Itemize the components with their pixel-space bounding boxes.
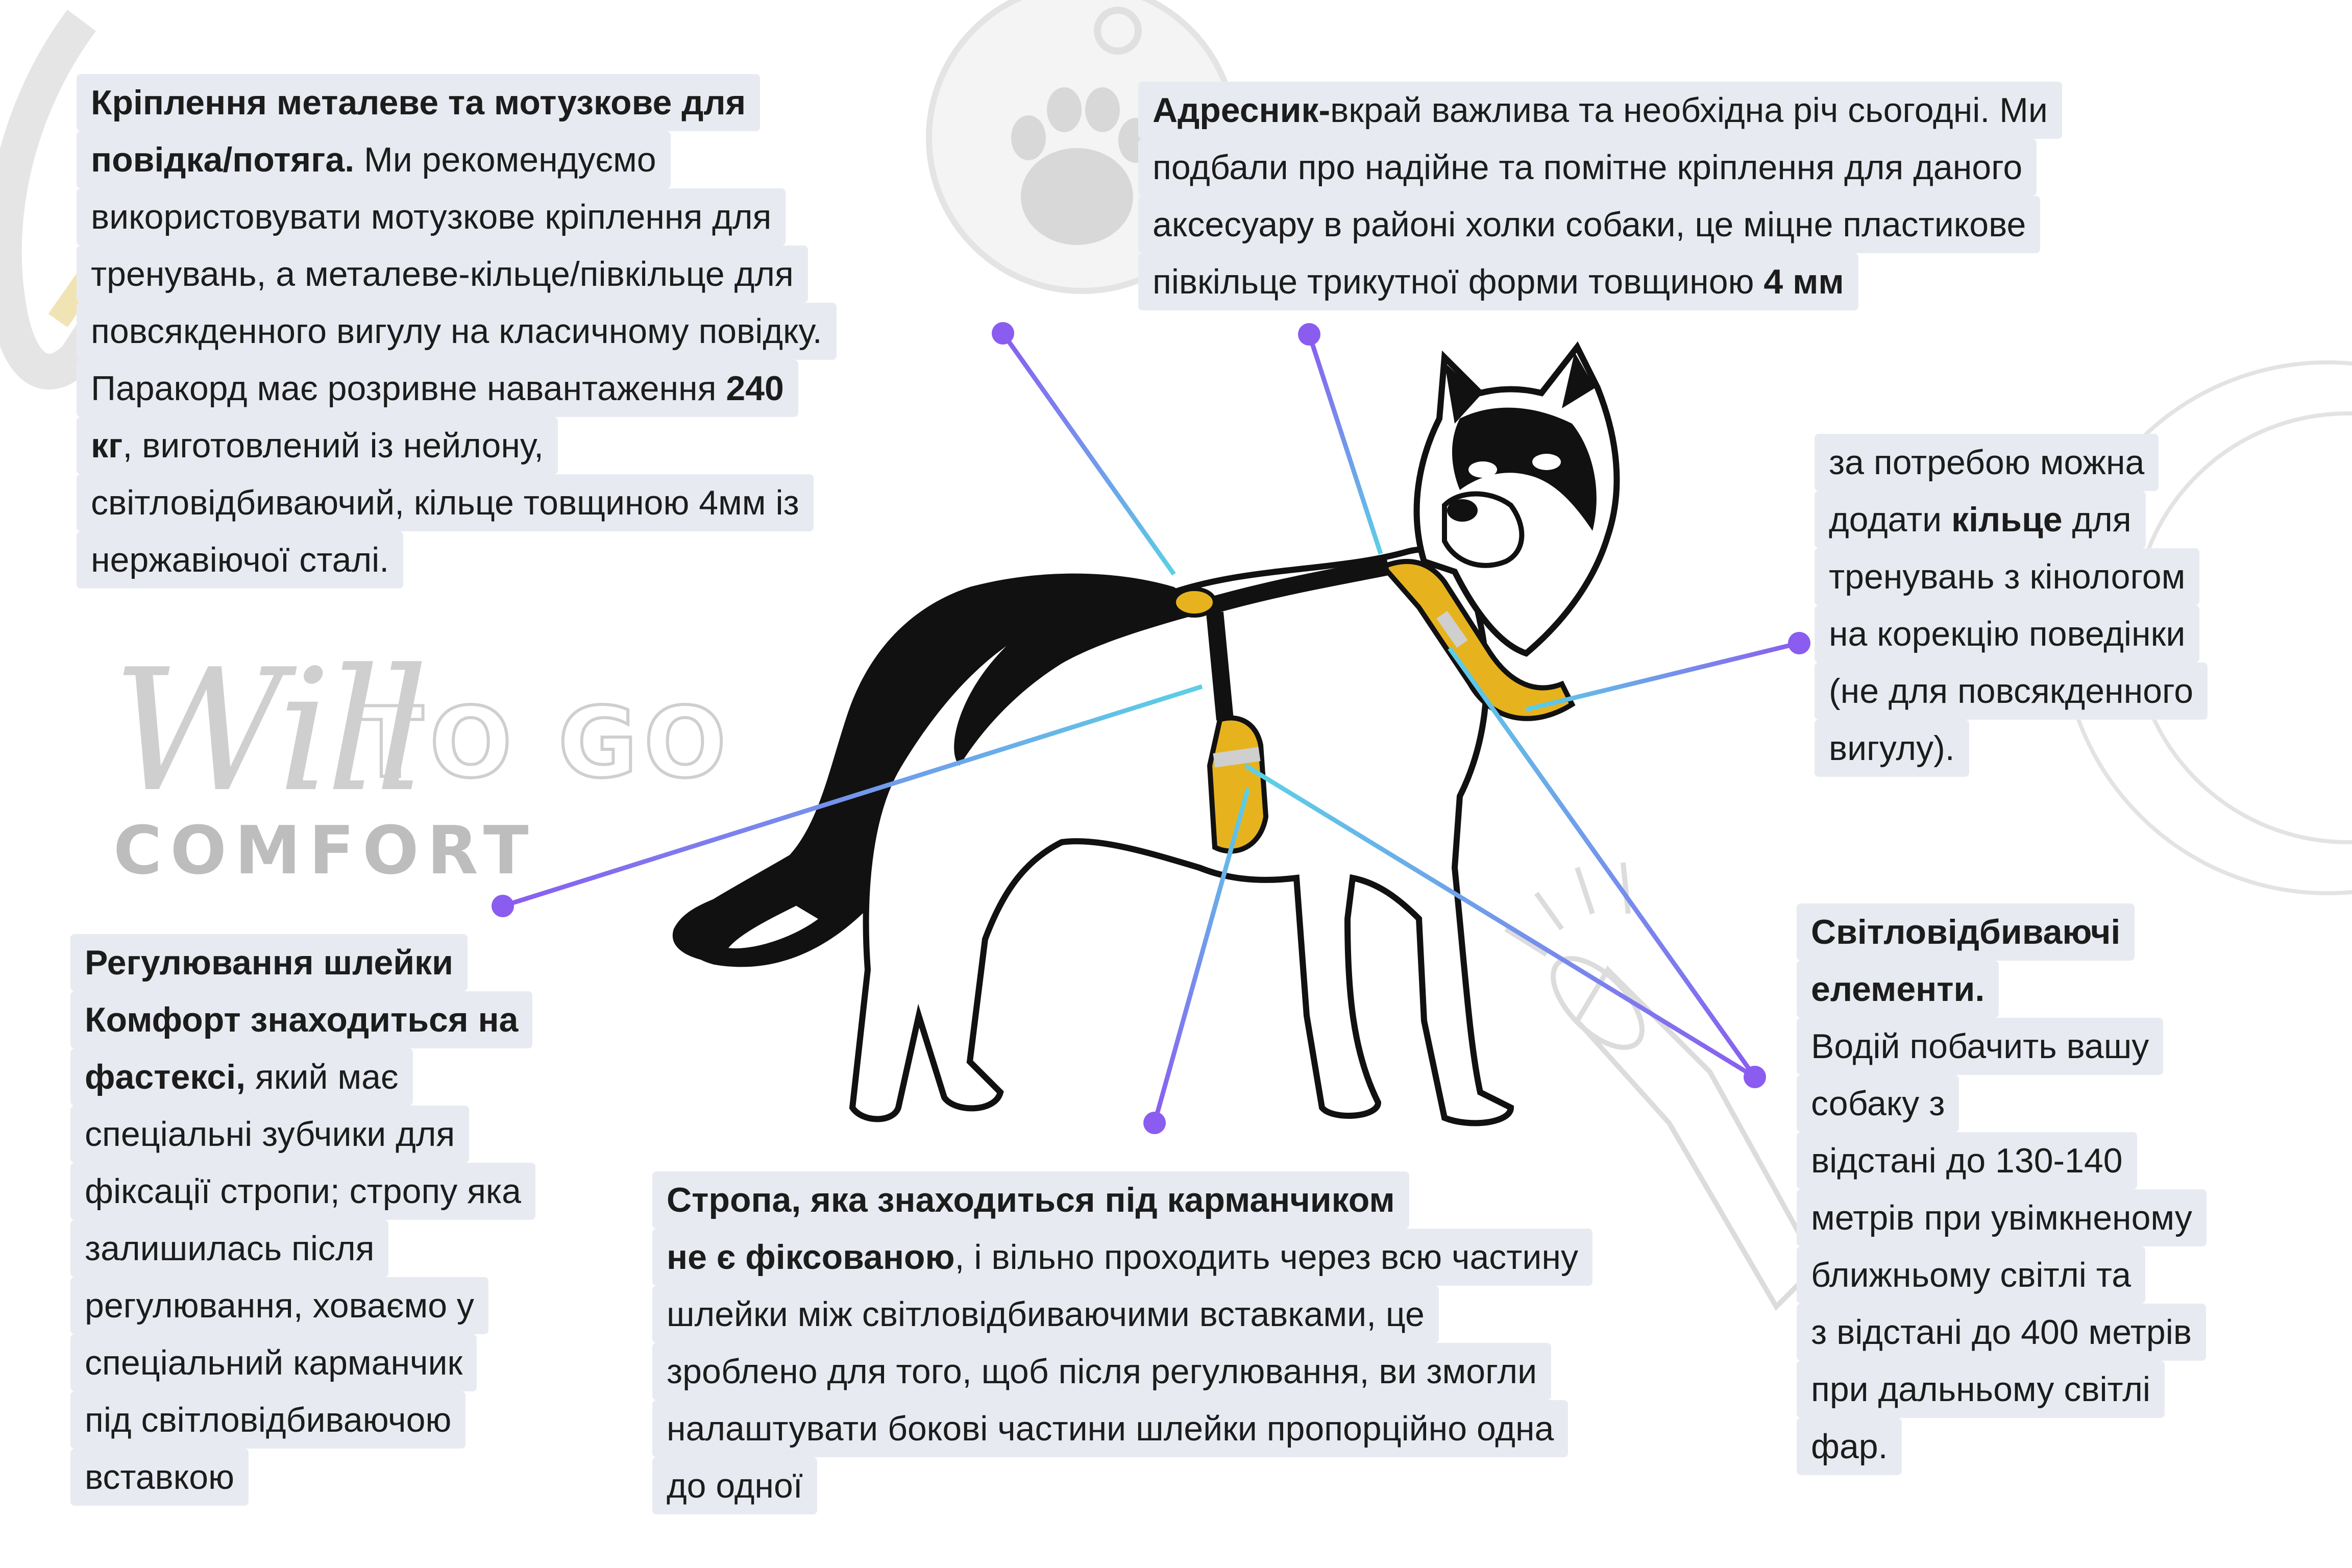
- callout-text: вигулу).: [1829, 729, 1955, 768]
- callout-bold-text: Світловідбиваючі: [1811, 913, 2121, 951]
- callout-bold-text: 240: [726, 369, 784, 408]
- callout-text: фар.: [1811, 1427, 1888, 1466]
- callout-ring: [1815, 434, 2208, 777]
- callout-line-chip: [1797, 1132, 2137, 1189]
- callout-text: шлейки між світловідбиваючими вставками, це: [667, 1295, 1425, 1334]
- callout-line-chip: [1815, 663, 2208, 720]
- callout-line: [1797, 1304, 2207, 1361]
- callout-line: [1797, 1189, 2207, 1246]
- callout-line-chip: [70, 1106, 469, 1163]
- callout-line-chip: [77, 360, 798, 417]
- callout-line: [70, 1391, 535, 1449]
- callout-line: [1815, 720, 2208, 777]
- callout-line: [1138, 196, 2062, 253]
- callout-line: [70, 1106, 535, 1163]
- callout-address-tag: [1138, 82, 2062, 310]
- callout-line: [70, 1334, 535, 1391]
- callout-bold-text: Регулювання шлейки: [85, 943, 453, 982]
- callout-text: який має: [246, 1058, 399, 1096]
- callout-text: Водій побачить вашу: [1811, 1027, 2149, 1066]
- callout-line-chip: [1797, 961, 1999, 1018]
- callout-line: [1815, 548, 2208, 605]
- callout-line-chip: [652, 1400, 1568, 1457]
- callout-text: до одної: [667, 1466, 803, 1505]
- callout-line-chip: [652, 1286, 1439, 1343]
- callout-line: [652, 1286, 1592, 1343]
- callout-line-chip: [1138, 253, 1858, 310]
- callout-bold-text: фастексі,: [85, 1058, 246, 1096]
- callout-line: [1797, 961, 2207, 1018]
- callout-line-chip: [1138, 196, 2040, 253]
- callout-bold-text: Стропа, яка знаходиться під карманчиком: [667, 1181, 1395, 1219]
- callout-line-chip: [77, 188, 786, 246]
- callout-line: [70, 1163, 535, 1220]
- pointer-line-mount: [1003, 333, 1174, 574]
- callout-line-chip: [1815, 434, 2159, 491]
- callout-line-chip: [1797, 903, 2135, 961]
- callout-text: фіксації стропи; стропу яка: [85, 1172, 521, 1211]
- callout-line: [652, 1457, 1592, 1514]
- callout-text: використовувати мотузкове кріплення для: [91, 198, 772, 236]
- callout-line: [652, 1400, 1592, 1457]
- callout-text: тренувань з кінологом: [1829, 557, 2186, 596]
- callout-line-chip: [70, 1277, 488, 1334]
- callout-text: з відстані до 400 метрів: [1811, 1313, 2192, 1352]
- callout-line-chip: [77, 74, 760, 131]
- callout-text: залишилась після: [85, 1229, 375, 1268]
- callout-line: [70, 1220, 535, 1277]
- callout-line-chip: [70, 934, 468, 991]
- callout-line: [77, 360, 837, 417]
- callout-line: [70, 1277, 535, 1334]
- callout-text: метрів при увімкненому: [1811, 1198, 2192, 1237]
- callout-line-chip: [1815, 548, 2199, 605]
- callout-line: [1138, 139, 2062, 196]
- callout-line: [70, 991, 535, 1048]
- callout-text: (не для повсякденного: [1829, 672, 2194, 710]
- callout-line: [652, 1171, 1592, 1229]
- pointer-dot-tag: [1298, 323, 1320, 346]
- callout-line: [652, 1229, 1592, 1286]
- callout-line: [70, 1449, 535, 1506]
- callout-line: [70, 934, 535, 991]
- callout-line: [77, 531, 837, 589]
- callout-line-chip: [1797, 1189, 2207, 1246]
- callout-reflective: [1797, 903, 2207, 1475]
- callout-line-chip: [1815, 720, 1969, 777]
- callout-line: [1815, 605, 2208, 663]
- pointer-dot-adjust: [492, 895, 514, 917]
- callout-line-chip: [1815, 605, 2199, 663]
- callout-line: [1797, 1246, 2207, 1304]
- callout-text: Ми рекомендуємо: [354, 140, 656, 179]
- callout-line: [1797, 1075, 2207, 1132]
- callout-line: [77, 417, 837, 474]
- callout-line-chip: [77, 474, 814, 531]
- callout-bold-text: елементи.: [1811, 970, 1985, 1009]
- callout-text: налаштувати бокові частини шлейки пропорційно одна: [667, 1409, 1554, 1448]
- callout-bold-text: повідка/потяга.: [91, 140, 355, 179]
- callout-text: , і вільно проходить через всю частину: [954, 1238, 1578, 1277]
- callout-bold-text: кг: [91, 426, 123, 465]
- callout-line: [77, 188, 837, 246]
- dog-tail: [686, 796, 889, 967]
- callout-bold-text: кільце: [1951, 500, 2063, 539]
- callout-text: на корекцію поведінки: [1829, 615, 2186, 653]
- callout-text: світловідбиваючий, кільце товщиною 4мм із: [91, 483, 799, 522]
- callout-line-chip: [70, 1391, 465, 1449]
- callout-line: [1797, 1418, 2207, 1475]
- callout-line-chip: [77, 303, 837, 360]
- callout-line: [1797, 1361, 2207, 1418]
- callout-text: тренувань, а металеве-кільце/півкільце для: [91, 255, 794, 293]
- callout-line-chip: [1797, 1418, 1902, 1475]
- callout-line-chip: [1815, 491, 2146, 548]
- pointer-line-tag: [1309, 334, 1381, 554]
- callout-text: під світловідбиваючою: [85, 1401, 452, 1439]
- harness-back-ring: [1174, 589, 1215, 616]
- callout-line-chip: [1797, 1361, 2165, 1418]
- callout-line-chip: [70, 1163, 535, 1220]
- callout-text: вкрай важлива та необхідна річ сьогодні. Ми: [1330, 91, 2048, 130]
- callout-line: [77, 131, 837, 188]
- callout-line-chip: [70, 1334, 477, 1391]
- callout-text: аксесуару в районі холки собаки, це міцне пластикове: [1153, 205, 2026, 244]
- callout-text: вставкою: [85, 1458, 235, 1497]
- callout-text: при дальньому світлі: [1811, 1370, 2150, 1409]
- callout-text: повсякденного вигулу на класичному повідку.: [91, 312, 822, 351]
- callout-line-chip: [1138, 139, 2037, 196]
- callout-line: [77, 303, 837, 360]
- callout-text: собаку з: [1811, 1084, 1945, 1123]
- callout-line: [77, 474, 837, 531]
- pointer-dot-strap: [1143, 1112, 1166, 1134]
- harness-back-strap: [1215, 612, 1225, 720]
- callout-line-chip: [1797, 1304, 2206, 1361]
- callout-line: [77, 74, 837, 131]
- logo-to-go-text: TO GO: [357, 687, 732, 799]
- callout-text: півкільце трикутної форми товщиною: [1153, 262, 1764, 301]
- callout-line: [1797, 1018, 2207, 1075]
- dog-nose: [1447, 499, 1478, 522]
- callout-bold-text: Адресник-: [1153, 91, 1331, 130]
- pointer-line-reflective-1: [1450, 648, 1755, 1077]
- callout-text: , виготовлений із нейлону,: [122, 426, 544, 465]
- callout-line: [652, 1343, 1592, 1400]
- logo-comfort-text: COMFORT: [113, 812, 537, 889]
- callout-text: відстані до 130-140: [1811, 1141, 2123, 1180]
- callout-mount: [77, 74, 837, 589]
- callout-line: [1797, 903, 2207, 961]
- callout-line-chip: [652, 1457, 817, 1514]
- callout-text: нержавіючої сталі.: [91, 541, 389, 579]
- callout-text: подбали про надійне та помітне кріплення для даного: [1153, 148, 2023, 187]
- callout-line-chip: [652, 1343, 1551, 1400]
- callout-text: Паракорд має розривне навантаження: [91, 369, 726, 408]
- callout-text: спеціальні зубчики для: [85, 1115, 455, 1154]
- callout-line-chip: [1138, 82, 2062, 139]
- callout-text: додати: [1829, 500, 1952, 539]
- dog-eye-left: [1468, 461, 1497, 478]
- callout-line: [1815, 663, 2208, 720]
- callout-line: [70, 1048, 535, 1106]
- pointer-line-ring: [1526, 643, 1799, 709]
- logo-will-text: Will: [112, 633, 424, 829]
- callout-line-chip: [70, 1449, 249, 1506]
- callout-bold-text: Кріплення металеве та мотузкове для: [91, 83, 746, 122]
- callout-line-chip: [77, 417, 558, 474]
- callout-bold-text: 4 мм: [1763, 262, 1844, 301]
- callout-text: регулювання, ховаємо у: [85, 1286, 474, 1325]
- callout-line-chip: [652, 1171, 1409, 1229]
- callout-bold-text: не є фіксованою: [667, 1238, 955, 1277]
- callout-line: [1815, 491, 2208, 548]
- callout-text: спеціальний карманчик: [85, 1343, 463, 1382]
- callout-adjustment: [70, 934, 535, 1506]
- callout-text: за потребою можна: [1829, 443, 2145, 482]
- callout-line-chip: [77, 246, 808, 303]
- callout-text: для: [2062, 500, 2132, 539]
- callout-line: [77, 246, 837, 303]
- callout-line-chip: [77, 131, 671, 188]
- callout-line-chip: [70, 1220, 388, 1277]
- pointer-dot-ring: [1788, 632, 1810, 654]
- callout-bold-text: Комфорт знаходиться на: [85, 1000, 519, 1039]
- callout-line-chip: [652, 1229, 1592, 1286]
- callout-line-chip: [70, 991, 532, 1048]
- callout-line-chip: [1797, 1075, 1959, 1132]
- callout-line-chip: [1797, 1018, 2163, 1075]
- callout-line: [1138, 253, 2062, 310]
- dog-eye-right: [1532, 454, 1561, 470]
- callout-line: [1138, 82, 2062, 139]
- callout-line-chip: [77, 531, 403, 589]
- callout-line-chip: [1797, 1246, 2145, 1304]
- callout-line-chip: [70, 1048, 413, 1106]
- callout-line: [1815, 434, 2208, 491]
- callout-text: ближньому світлі та: [1811, 1256, 2132, 1294]
- callout-strap: [652, 1171, 1592, 1514]
- pointer-dot-mount: [992, 322, 1014, 345]
- callout-line: [1797, 1132, 2207, 1189]
- pointer-dot-reflective: [1744, 1066, 1766, 1088]
- callout-text: зроблено для того, щоб після регулювання, ви змогли: [667, 1352, 1537, 1391]
